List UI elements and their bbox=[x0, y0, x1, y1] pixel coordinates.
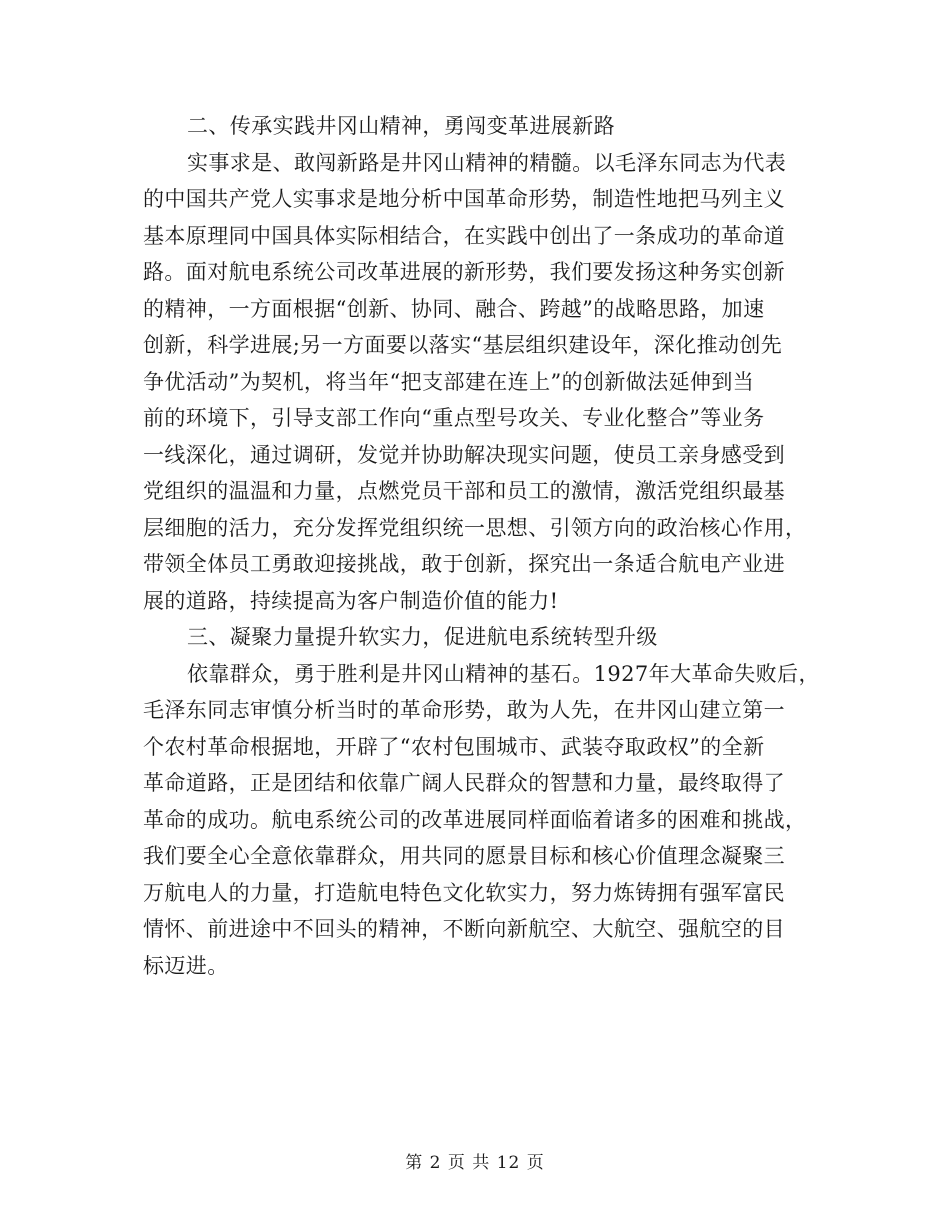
text-line: 毛泽东同志审慎分析当时的革命形势，敢为人先，在井冈山建立第一 bbox=[143, 698, 785, 722]
text-line: 革命的成功。航电系统公司的改革进展同样面临着诸多的困难和挑战， bbox=[143, 807, 807, 832]
text-line: 争优活动”为契机，将当年“把支部建在连上”的创新做法延伸到当 bbox=[143, 369, 755, 394]
text-line: 二、传承实践井冈山精神，勇闯变革进展新路 bbox=[187, 114, 615, 138]
text-line: 革命道路，正是团结和依靠广阔人民群众的智慧和力量，最终取得了 bbox=[143, 771, 785, 795]
text-line: 路。面对航电系统公司改革进展的新形势，我们要发扬这种务实创新 bbox=[143, 260, 785, 284]
text-line: 前的环境下，引导支部工作向“重点型号攻关、专业化整合”等业务 bbox=[143, 406, 765, 430]
text-line: 创新，科学进展;另一方面要以落实“基层组织建设年，深化推动创先 bbox=[143, 333, 783, 357]
text-line: 带领全体员工勇敢迎接挑战，敢于创新，探究出一条适合航电产业进 bbox=[143, 552, 785, 576]
text-line: 的精神，一方面根据“创新、协同、融合、跨越”的战略思路，加速 bbox=[143, 296, 765, 321]
text-line: 一线深化，通过调研，发觉并协助解决现实问题，使员工亲身感受到 bbox=[143, 442, 785, 467]
text-line: 展的道路，持续提高为客户制造价值的能力! bbox=[143, 588, 559, 613]
text-line: 标迈进。 bbox=[143, 953, 229, 978]
text-line: 情怀、前进途中不回头的精神，不断向新航空、大航空、强航空的目 bbox=[143, 917, 785, 941]
text-line: 层细胞的活力，充分发挥党组织统一思想、引领方向的政治核心作用， bbox=[143, 515, 807, 540]
text-line: 基本原理同中国具体实际相结合，在实践中创出了一条成功的革命道 bbox=[143, 223, 785, 248]
text-line: 我们要全心全意依靠群众，用共同的愿景目标和核心价值理念凝聚三 bbox=[143, 844, 785, 868]
text-line: 实事求是、敢闯新路是井冈山精神的精髓。以毛泽东同志为代表 bbox=[187, 150, 787, 175]
page-footer bbox=[0, 1151, 950, 1175]
text-line: 个农村革命根据地，开辟了“农村包围城市、武装夺取政权”的全新 bbox=[143, 734, 765, 759]
text-line: 党组织的温温和力量，点燃党员干部和员工的激情，激活党组织最基 bbox=[143, 479, 785, 503]
document-body bbox=[143, 108, 820, 984]
text-line: 的中国共产党人实事求是地分析中国革命形势，制造性地把马列主义 bbox=[143, 187, 785, 211]
page-number: 第 2 页 共 12 页 bbox=[405, 1153, 545, 1173]
text-line: 依靠群众，勇于胜利是井冈山精神的基石。1927年大革命失败后， bbox=[187, 661, 820, 686]
text-line: 万航电人的力量，打造航电特色文化软实力，努力炼铸拥有强军富民 bbox=[143, 880, 785, 905]
text-line: 三、凝聚力量提升软实力，促进航电系统转型升级 bbox=[187, 625, 658, 649]
